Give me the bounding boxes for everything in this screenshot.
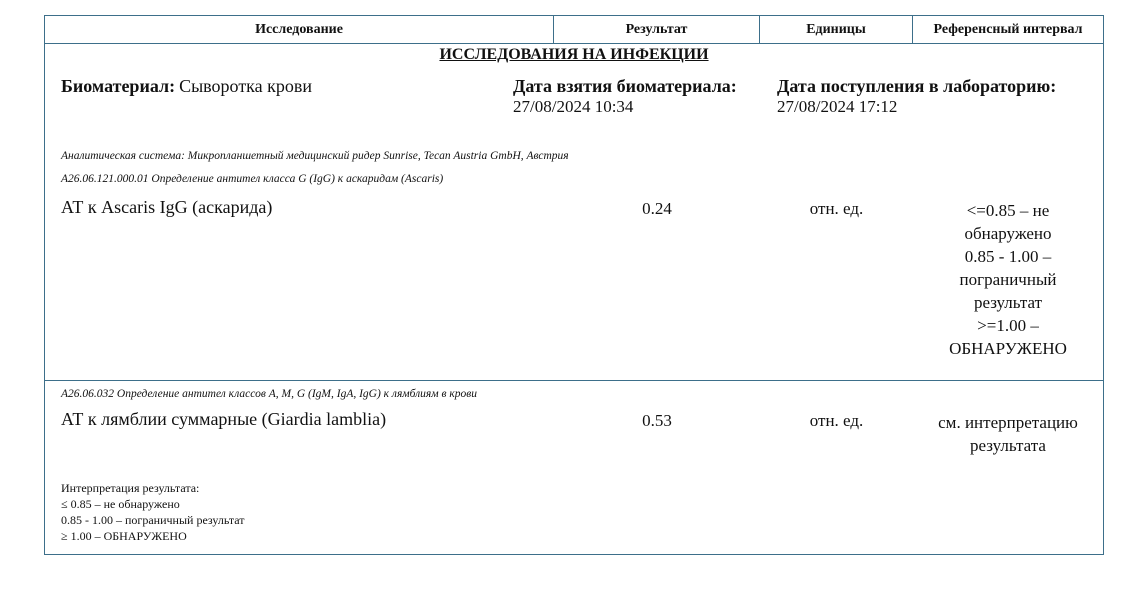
reference-line: ОБНАРУЖЕНО: [949, 339, 1067, 358]
interpretation-line: 0.85 - 1.00 – пограничный результат: [61, 513, 245, 527]
reference-line: результата: [970, 436, 1046, 455]
analytical-system: Аналитическая система: Микропланшетный медицинский ридер Sunrise, Tecan Austria GmbH, Австрия: [61, 150, 569, 162]
collection-date-value: 27/08/2024 10:34: [513, 97, 634, 116]
reference-line: <=0.85 – не: [966, 201, 1050, 220]
test-code-line: A26.06.032 Определение антител классов A, M, G (IgM, IgA, IgG) к лямблиям в крови: [61, 388, 477, 400]
header-result: Результат: [554, 16, 760, 43]
biomaterial-label: Биоматериал:: [61, 76, 176, 96]
test-result: 0.24: [642, 199, 672, 218]
reference-line: пограничный: [959, 270, 1057, 289]
table-header: [45, 16, 1103, 44]
interpretation-block: [61, 480, 245, 544]
header-study: Исследование: [45, 16, 554, 43]
interpretation-line: ≥ 1.00 – ОБНАРУЖЕНО: [61, 529, 187, 543]
test-code-line: A26.06.121.000.01 Определение антител класса G (IgG) к аскаридам (Ascaris): [61, 173, 444, 185]
reference-line: см. интерпретацию: [938, 413, 1078, 432]
reference-line: результат: [973, 293, 1043, 312]
test-units: отн. ед.: [809, 199, 864, 218]
biomaterial: [61, 76, 312, 97]
interpretation-line: ≤ 0.85 – не обнаружено: [61, 497, 180, 511]
reference-line: обнаружено: [964, 224, 1052, 243]
biomaterial-value: Сыворотка крови: [179, 76, 313, 96]
reference-line: >=1.00 –: [977, 316, 1039, 335]
lab-report: [44, 15, 1104, 555]
header-reference: Референсный интервал: [933, 22, 1083, 37]
header-units: Единицы: [760, 16, 913, 43]
received-date-value: 27/08/2024 17:12: [777, 97, 898, 116]
section-title: ИССЛЕДОВАНИЯ НА ИНФЕКЦИИ: [439, 46, 709, 63]
test-result: 0.53: [642, 411, 672, 430]
collection-date-label: Дата взятия биоматериала:: [513, 76, 737, 96]
test-units: отн. ед.: [809, 411, 864, 430]
interpretation-title: Интерпретация результата:: [61, 481, 200, 495]
test-name: АТ к лямблии суммарные (Giardia lamblia): [61, 409, 387, 429]
test-reference-interval: [913, 411, 1103, 457]
collection-date: [513, 76, 737, 117]
reference-line: 0.85 - 1.00 –: [964, 247, 1052, 266]
received-date: [777, 76, 1056, 117]
test-reference-interval: [913, 199, 1103, 360]
test-name: АТ к Ascaris IgG (аскарида): [61, 197, 273, 217]
received-date-label: Дата поступления в лабораторию:: [777, 76, 1057, 96]
row-divider: [45, 380, 1103, 381]
